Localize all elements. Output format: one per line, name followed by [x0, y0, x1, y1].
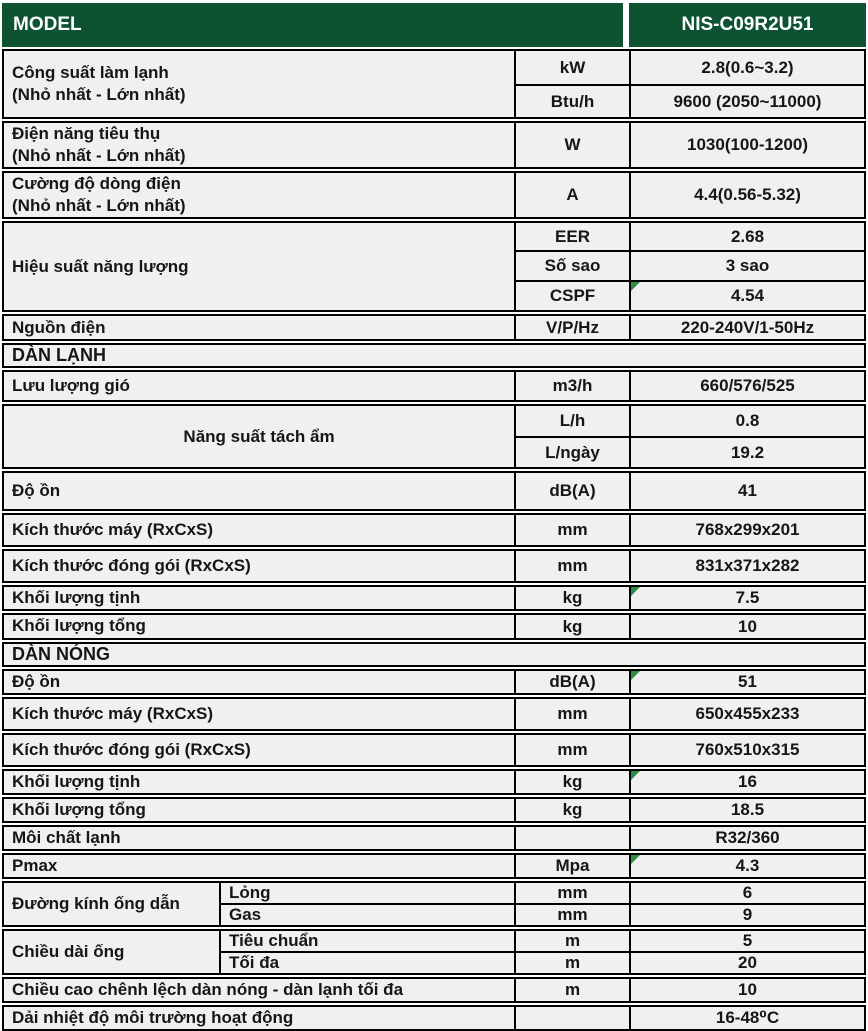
value-cell: 3 sao [629, 252, 864, 280]
label-cell: Khối lượng tổng [12, 616, 146, 636]
row-outdoor-gross-weight [2, 797, 866, 823]
label-cell: Kích thước máy (RxCxS) [12, 703, 214, 723]
subrow-cspf [514, 280, 864, 310]
value-cell: 1030(100-1200) [629, 123, 864, 167]
row-pipe-length [2, 929, 866, 975]
error-marker-icon [631, 855, 640, 864]
value-cell: 4.4(0.56-5.32) [629, 173, 864, 217]
value-cell: 7.5 [629, 587, 864, 609]
label-cell: Dải nhiệt độ môi trường hoạt động [12, 1008, 294, 1028]
label-cell: Năng suất tách ẩm [183, 426, 335, 446]
unit-cell: kW [514, 51, 629, 84]
value-cell: 41 [629, 473, 864, 509]
subrow-gas [219, 903, 864, 925]
unit-cell: m3/h [514, 372, 629, 400]
value-cell: R32/360 [629, 827, 864, 849]
label-cell: Chiều cao chênh lệch dàn nóng - dàn lạnh tối đa [12, 980, 404, 1000]
subrow-lday [514, 436, 864, 467]
unit-cell: CSPF [514, 282, 629, 310]
row-indoor-net-weight [2, 585, 866, 611]
unit-cell [514, 1007, 629, 1029]
unit-cell: mm [514, 905, 629, 925]
subrow-kw [514, 51, 864, 84]
value-cell: 16-48⁰C [629, 1007, 864, 1029]
section-outdoor-unit: DÀN NÓNG [2, 642, 866, 667]
unit-cell: L/h [514, 406, 629, 436]
label-cell: Hiệu suất năng lượng [12, 256, 189, 276]
subrow-stars [514, 250, 864, 280]
label-cell: Kích thước đóng gói (RxCxS) [12, 556, 251, 576]
row-outdoor-net-weight [2, 769, 866, 795]
label-cell: Đường kính ống dẫn [12, 893, 180, 913]
row-outdoor-noise [2, 669, 866, 695]
label-cell: Độ ồn [12, 481, 61, 501]
row-power-consumption [2, 121, 866, 169]
row-power-source [2, 314, 866, 341]
row-indoor-gross-weight [2, 613, 866, 639]
row-airflow [2, 370, 866, 402]
table-header-row [2, 3, 866, 47]
row-current [2, 171, 866, 219]
unit-cell: EER [514, 223, 629, 250]
model-header-label: MODEL [2, 3, 623, 47]
error-marker-icon [631, 282, 640, 291]
value-cell: 10 [629, 979, 864, 1001]
label-cell: Khối lượng tổng [12, 799, 146, 819]
unit-cell [514, 827, 629, 849]
row-height-diff [2, 977, 866, 1003]
value-cell: 6 [629, 883, 864, 903]
row-dehumidify [2, 404, 866, 469]
value-cell: 650x455x233 [629, 699, 864, 729]
sublabel-cell: Gas [219, 905, 514, 925]
value-cell: 51 [629, 671, 864, 693]
subrow-max [219, 951, 864, 973]
subrow-lh [514, 406, 864, 436]
row-pmax [2, 853, 866, 879]
unit-cell: m [514, 979, 629, 1001]
value-cell: 9600 (2050~11000) [629, 86, 864, 117]
row-pipe-diameter [2, 881, 866, 927]
unit-cell: dB(A) [514, 671, 629, 693]
subrow-standard [219, 931, 864, 951]
subrow-eer [514, 223, 864, 250]
unit-cell: Số sao [514, 252, 629, 280]
unit-cell: mm [514, 551, 629, 581]
label-cell: Kích thước đóng gói (RxCxS) [12, 739, 251, 759]
subrow-btu [514, 84, 864, 117]
sublabel-cell: Lỏng [219, 883, 514, 903]
value-cell: 18.5 [629, 799, 864, 821]
value-cell: 4.3 [629, 855, 864, 877]
row-operating-temp [2, 1005, 866, 1031]
value-cell: 5 [629, 931, 864, 951]
unit-cell: mm [514, 699, 629, 729]
value-cell: 2.8(0.6~3.2) [629, 51, 864, 84]
label-cell: Độ ồn [12, 671, 61, 691]
unit-cell: m [514, 931, 629, 951]
unit-cell: m [514, 953, 629, 973]
unit-cell: W [514, 123, 629, 167]
row-indoor-pack-size [2, 549, 866, 583]
unit-cell: mm [514, 735, 629, 765]
unit-cell: mm [514, 883, 629, 903]
value-cell: 2.68 [629, 223, 864, 250]
value-cell: 19.2 [629, 438, 864, 467]
unit-cell: kg [514, 587, 629, 609]
unit-cell: A [514, 173, 629, 217]
value-cell: 0.8 [629, 406, 864, 436]
row-indoor-noise [2, 471, 866, 511]
label-cell: Nguồn điện [12, 317, 106, 337]
value-cell: 220-240V/1-50Hz [629, 316, 864, 339]
row-outdoor-pack-size [2, 733, 866, 767]
sublabel-cell: Tiêu chuẩn [219, 931, 514, 951]
row-cooling-capacity [2, 49, 866, 119]
value-cell: 760x510x315 [629, 735, 864, 765]
value-cell: 831x371x282 [629, 551, 864, 581]
unit-cell: kg [514, 771, 629, 793]
unit-cell: Btu/h [514, 86, 629, 117]
unit-cell: dB(A) [514, 473, 629, 509]
value-cell: 9 [629, 905, 864, 925]
unit-cell: V/P/Hz [514, 316, 629, 339]
model-number: NIS-C09R2U51 [629, 3, 866, 47]
row-refrigerant [2, 825, 866, 851]
unit-cell: Mpa [514, 855, 629, 877]
error-marker-icon [631, 587, 640, 596]
label-cell: Điện năng tiêu thụ (Nhỏ nhất - Lớn nhất) [12, 124, 186, 166]
unit-cell: kg [514, 799, 629, 821]
unit-cell: L/ngày [514, 438, 629, 467]
value-cell: 660/576/525 [629, 372, 864, 400]
value-cell: 16 [629, 771, 864, 793]
section-indoor-unit: DÀN LẠNH [2, 343, 866, 368]
label-cell: Công suất làm lạnh (Nhỏ nhất - Lớn nhất) [12, 62, 186, 104]
label-cell: Cường độ dòng điện (Nhỏ nhất - Lớn nhất) [12, 174, 186, 216]
subrow-liquid [219, 883, 864, 903]
unit-cell: kg [514, 615, 629, 637]
label-cell: Môi chất lạnh [12, 827, 121, 847]
value-cell: 768x299x201 [629, 515, 864, 545]
row-outdoor-unit-size [2, 697, 866, 731]
row-efficiency [2, 221, 866, 312]
unit-cell: mm [514, 515, 629, 545]
value-cell: 4.54 [629, 282, 864, 310]
error-marker-icon [631, 771, 640, 780]
label-cell: Chiều dài ống [12, 941, 125, 961]
label-cell: Lưu lượng gió [12, 376, 130, 396]
row-indoor-unit-size [2, 513, 866, 547]
value-cell: 20 [629, 953, 864, 973]
label-cell: Pmax [12, 855, 58, 875]
label-cell: Khối lượng tịnh [12, 588, 141, 608]
value-cell: 10 [629, 615, 864, 637]
error-marker-icon [631, 671, 640, 680]
sublabel-cell: Tối đa [219, 953, 514, 973]
label-cell: Kích thước máy (RxCxS) [12, 520, 214, 540]
label-cell: Khối lượng tịnh [12, 771, 141, 791]
